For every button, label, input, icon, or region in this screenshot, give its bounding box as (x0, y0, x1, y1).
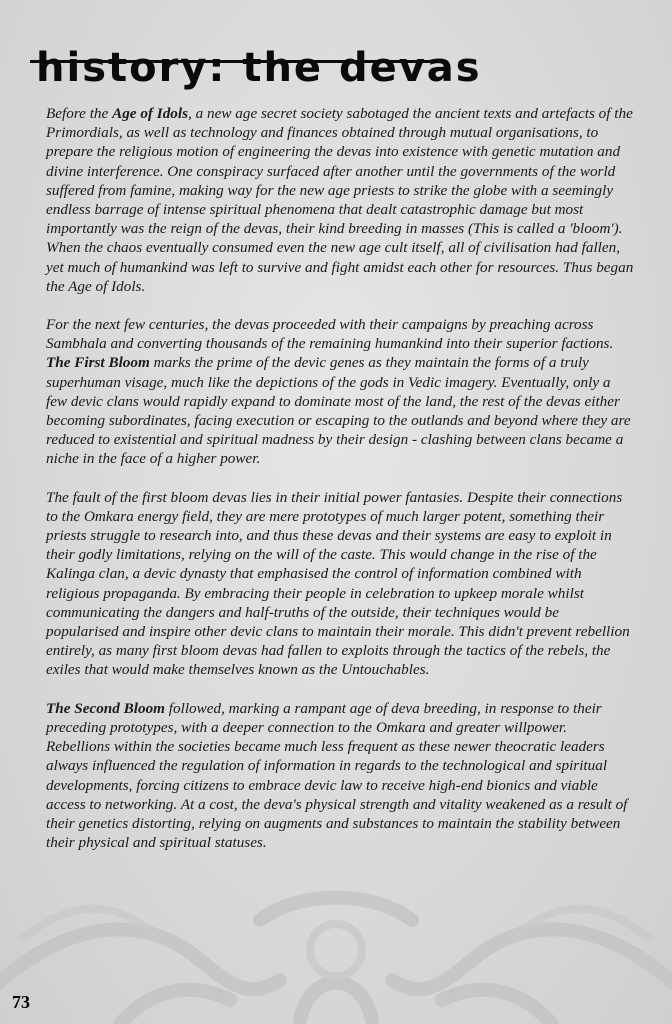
page-number: 73 (12, 992, 30, 1012)
term-age-of-idols: Age of Idols (112, 105, 189, 122)
decorative-ornament (0, 880, 672, 1024)
page-title: history: the devas (36, 45, 482, 91)
body-text (46, 104, 634, 871)
term-first-bloom: The First Bloom (46, 354, 150, 372)
paragraph-age-of-idols: Before the Age of Idols, a new age secret society sabotaged the ancient texts and artefacts of the Primordials, as well as technology and finances obtained through mutual organisations, to prepare the religious motion of engineering the devas into existence with genetic mutation and divine interference. One conspiracy surfaced after another until the governments of the world suffered from famine, making way for the new age priests to strike the globe with a seemingly endless barrage of intense spiritual phenomena that dealt catastrophic damage but most importantly was the reign of the devas, their kind breeding in masses (This is called a 'bloom'). When the chaos eventually consumed even the new age cult itself, all of civilisation had fallen, yet much of humankind was left to survive and fight amidst each other for resources. Thus began the Age of Idols. (46, 105, 634, 295)
paragraph-second-bloom: The Second Bloom followed, marking a rampant age of deva breeding, in response to their preceding prototypes, with a deeper connection to the Omkara and greater willpower. Rebellions within the societies became much less frequent as these newer theocratic leaders always influenced the regulation of information in regards to the technological and spiritual developments, forcing citizens to embrace devic law to receive high-end bionics and viable access to networking. At a cost, the deva's physical strength and vitality weakened as a result of their genetics distorting, relying on augments and substances to maintain the stability between their physical and spiritual statuses. (46, 699, 628, 852)
term-second-bloom: The Second Bloom (46, 699, 165, 717)
paragraph-first-bloom: For the next few centuries, the devas proceeded with their campaigns by preaching across Sambhala and converting thousands of the remaining humankind into their superior factions. The First Bloom marks the prime of the devic genes as they maintain the forms of a truly superhuman visage, much like the depictions of the gods in Vedic imagery. Eventually, only a few devic clans would rapidly expand to dominate most of the land, the rest of the devas either becoming subordinates, facing execution or escaping to the outlands and beyond where they are reduced to existential and spiritual madness by their design - clashing between clans became a niche in the face of a higher power. (46, 316, 631, 468)
paragraph-first-bloom-fault: The fault of the first bloom devas lies in their initial power fantasies. Despite their connections to the Omkara energy field, they are mere prototypes of much larger potent, something their priests struggle to research into, and thus these devas and their systems are easy to exploit in their godly limitations, relying on the will of the caste. This would change in the rise of the Kalinga clan, a devic dynasty that emphasised the control of information combined with religious propaganda. By embracing their people in celebration to upkeep morale whilst communicating the dangers and half-truths of the outside, their techniques would be popularised and inspire other devic clans to maintain their morale. This didn't prevent rebellion entirely, as many first bloom devas had fallen to exploits through the tactics of the rebels, the exiles that would make themselves known as the Untouchables. (46, 488, 630, 679)
